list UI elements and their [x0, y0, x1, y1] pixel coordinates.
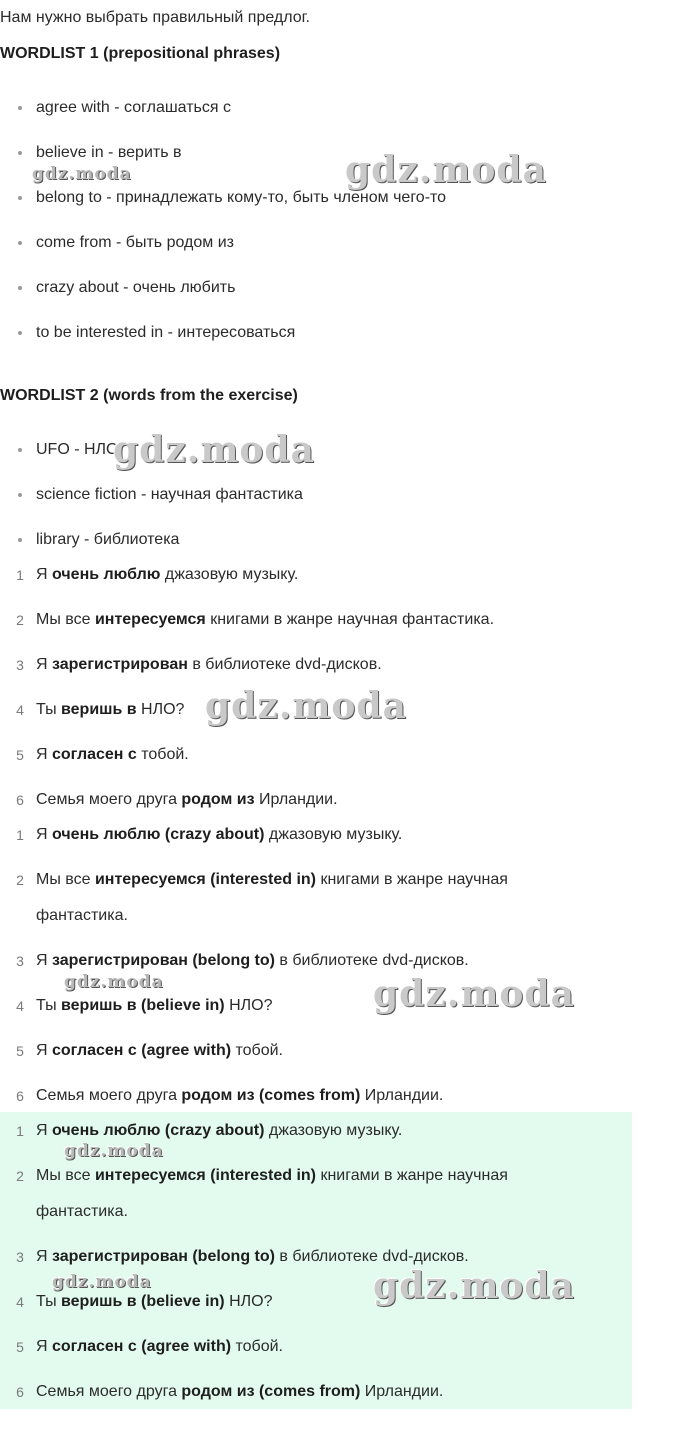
answer-sentence: Ты веришь в (believe in) НЛО?	[36, 997, 273, 1014]
wordlist2-item: library - библиотека	[36, 531, 180, 548]
answer-sentence: Семья моего друга родом из (comes from) Ирландии.	[36, 1383, 444, 1400]
item-number: 3	[16, 657, 24, 673]
item-number: 6	[16, 1088, 24, 1104]
wordlist2-heading: WORDLIST 2 (words from the exercise)	[0, 387, 298, 404]
bullet-icon	[18, 196, 22, 200]
watermark: gdz.moda	[52, 1272, 152, 1292]
answer-sentence: Я очень люблю (crazy about) джазовую музыку.	[36, 1122, 403, 1139]
exercise-sentence: Я очень люблю джазовую музыку.	[36, 566, 299, 583]
watermark: gdz.moda	[32, 164, 132, 184]
exercise-sentence: Ты веришь в НЛО?	[36, 701, 185, 718]
item-number: 4	[16, 702, 24, 718]
answer-sentence: Я очень люблю (crazy about) джазовую музыку.	[36, 826, 403, 843]
wordlist1-item: agree with - соглашаться с	[36, 99, 231, 116]
exercise-sentence: Мы все интересуемся книгами в жанре научная фантастика.	[36, 611, 495, 628]
answer-sentence: Я зарегистрирован (belong to) в библиотеке dvd-дисков.	[36, 952, 469, 969]
bullet-icon	[18, 331, 22, 335]
item-number: 3	[16, 1249, 24, 1265]
item-number: 2	[16, 872, 24, 888]
item-number: 4	[16, 998, 24, 1014]
wordlist2-item: UFO - НЛО	[36, 441, 119, 458]
wordlist1-item: belong to - принадлежать кому-то, быть членом чего-то	[36, 189, 447, 206]
bullet-icon	[18, 151, 22, 155]
watermark: gdz.moda	[64, 972, 164, 992]
wordlist1-item: believe in - верить в	[36, 144, 182, 161]
wordlist2-item: science fiction - научная фантастика	[36, 486, 303, 503]
answer-sentence: Семья моего друга родом из (comes from) Ирландии.	[36, 1087, 444, 1104]
item-number: 5	[16, 1043, 24, 1059]
watermark: gdz.moda	[373, 973, 575, 1015]
item-number: 1	[16, 1123, 24, 1139]
wordlist1-item: come from - быть родом из	[36, 234, 234, 251]
bullet-icon	[18, 241, 22, 245]
answer-sentence: Мы все интересуемся (interested in) книгами в жанре научная	[36, 871, 508, 888]
answer-sentence: Я согласен с (agree with) тобой.	[36, 1338, 283, 1355]
item-number: 5	[16, 1339, 24, 1355]
watermark: gdz.moda	[205, 685, 407, 727]
item-number: 6	[16, 792, 24, 808]
watermark: gdz.moda	[345, 149, 547, 191]
exercise-sentence: Я зарегистрирован в библиотеке dvd-дисков.	[36, 656, 382, 673]
item-number: 2	[16, 1168, 24, 1184]
wordlist1-item: crazy about - очень любить	[36, 279, 236, 296]
answer-sentence: Ты веришь в (believe in) НЛО?	[36, 1293, 273, 1310]
exercise-sentence: Я согласен с тобой.	[36, 746, 189, 763]
exercise-sentence: Семья моего друга родом из Ирландии.	[36, 791, 338, 808]
intro-text: Нам нужно выбрать правильный предлог.	[0, 9, 310, 26]
watermark: gdz.moda	[64, 1141, 164, 1161]
item-number: 3	[16, 953, 24, 969]
wordlist1-item: to be interested in - интересоваться	[36, 324, 296, 341]
bullet-icon	[18, 106, 22, 110]
item-number: 5	[16, 747, 24, 763]
answer-sentence: Я согласен с (agree with) тобой.	[36, 1042, 283, 1059]
answer-sentence: Я зарегистрирован (belong to) в библиотеке dvd-дисков.	[36, 1248, 469, 1265]
watermark: gdz.moda	[373, 1265, 575, 1307]
bullet-icon	[18, 286, 22, 290]
answer-sentence-continuation: фантастика.	[36, 1203, 128, 1220]
watermark: gdz.moda	[113, 429, 315, 471]
item-number: 2	[16, 612, 24, 628]
item-number: 1	[16, 827, 24, 843]
answer-sentence-continuation: фантастика.	[36, 907, 128, 924]
answer-sentence: Мы все интересуемся (interested in) книгами в жанре научная	[36, 1167, 508, 1184]
wordlist1-heading: WORDLIST 1 (prepositional phrases)	[0, 45, 281, 62]
bullet-icon	[18, 493, 22, 497]
item-number: 1	[16, 567, 24, 583]
item-number: 4	[16, 1294, 24, 1310]
bullet-icon	[18, 448, 22, 452]
item-number: 6	[16, 1384, 24, 1400]
bullet-icon	[18, 538, 22, 542]
